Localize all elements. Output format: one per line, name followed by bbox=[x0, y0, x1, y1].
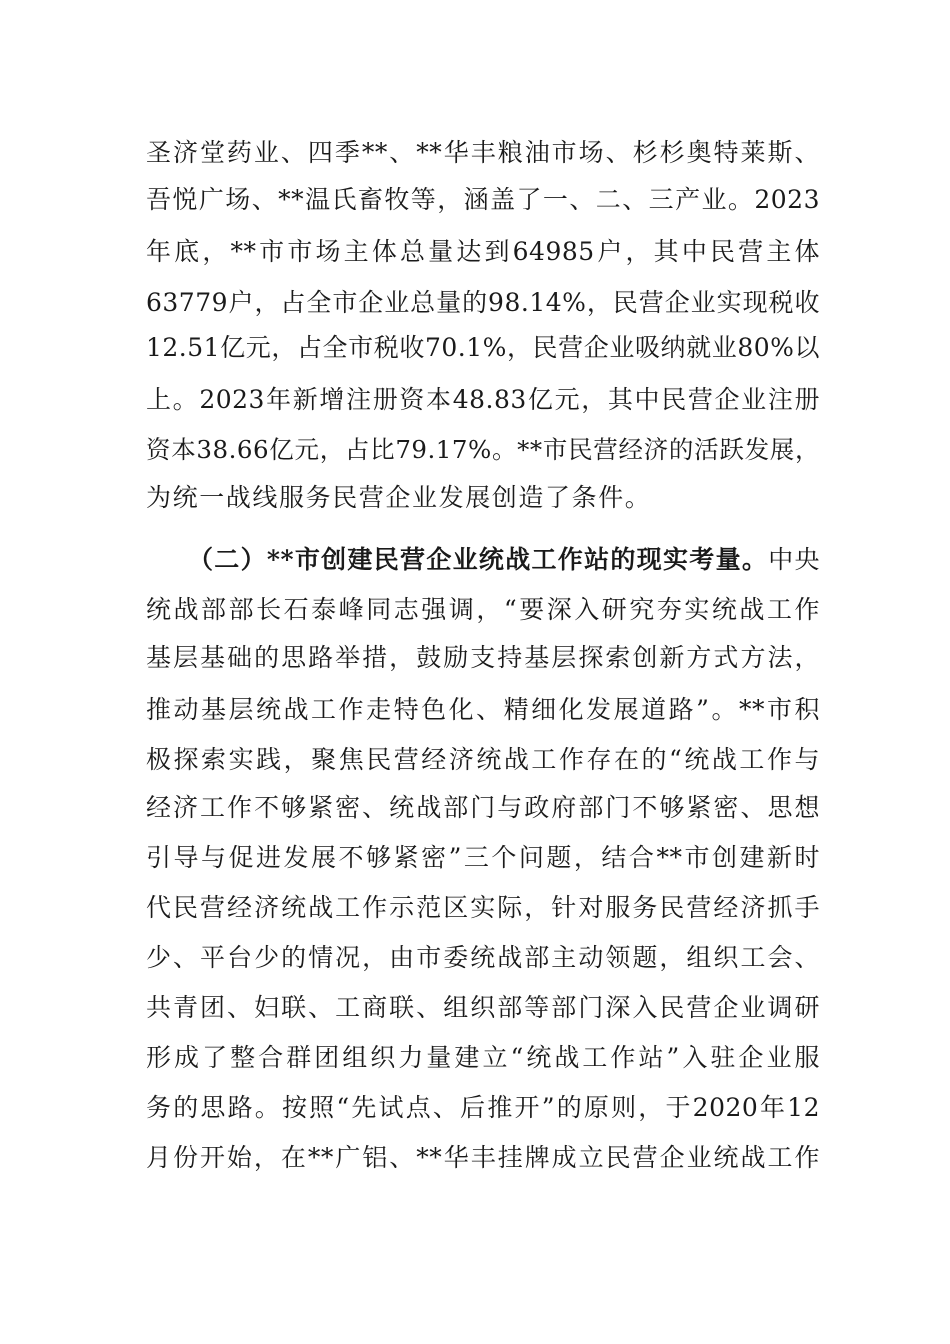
text-line: 63779户，占全市企业总量的98.14%，民营企业实现税收 bbox=[146, 288, 820, 317]
text-line: 资本38.66亿元，占比79.17%。**市民营经济的活跃发展， bbox=[146, 435, 820, 464]
text-line: 为统一战线服务民营企业发展创造了条件。 bbox=[146, 483, 652, 512]
section-heading-line bbox=[188, 540, 820, 580]
text-line: 务的思路。按照“先试点、后推开”的原则，于2020年12 bbox=[146, 1093, 820, 1122]
text-line: 极探索实践，聚焦民营经济统战工作存在的“统战工作与 bbox=[146, 745, 820, 774]
text-fragment: 中央 bbox=[768, 545, 820, 574]
text-line: 推动基层统战工作走特色化、精细化发展道路”。**市积 bbox=[146, 695, 820, 724]
text-line: 上。2023年新增注册资本48.83亿元，其中民营企业注册 bbox=[146, 385, 820, 414]
text-line: 形成了整合群团组织力量建立“统战工作站”入驻企业服 bbox=[146, 1043, 820, 1072]
text-line: 吾悦广场、**温氏畜牧等，涵盖了一、二、三产业。2023 bbox=[146, 185, 820, 214]
section-heading: （二）**市创建民营企业统战工作站的现实考量。 bbox=[188, 545, 769, 574]
text-line: 经济工作不够紧密、统战部门与政府部门不够紧密、思想 bbox=[146, 793, 820, 822]
text-line: 共青团、妇联、工商联、组织部等部门深入民营企业调研 bbox=[146, 993, 820, 1022]
text-line: 引导与促进发展不够紧密”三个问题，结合**市创建新时 bbox=[146, 843, 820, 872]
text-line: 12.51亿元，占全市税收70.1%，民营企业吸纳就业80%以 bbox=[146, 333, 820, 362]
text-line: 年底，**市市场主体总量达到64985户，其中民营主体 bbox=[146, 237, 820, 266]
text-line: 月份开始，在**广铝、**华丰挂牌成立民营企业统战工作 bbox=[146, 1143, 820, 1172]
text-line: 少、平台少的情况，由市委统战部主动领题，组织工会、 bbox=[146, 943, 820, 972]
text-line: 代民营经济统战工作示范区实际，针对服务民营经济抓手 bbox=[146, 893, 820, 922]
text-line: 基层基础的思路举措，鼓励支持基层探索创新方式方法， bbox=[146, 643, 820, 672]
text-line: 圣济堂药业、四季**、**华丰粮油市场、杉杉奥特莱斯、 bbox=[146, 138, 820, 167]
text-line: 统战部部长石泰峰同志强调，“要深入研究夯实统战工作 bbox=[146, 595, 820, 624]
